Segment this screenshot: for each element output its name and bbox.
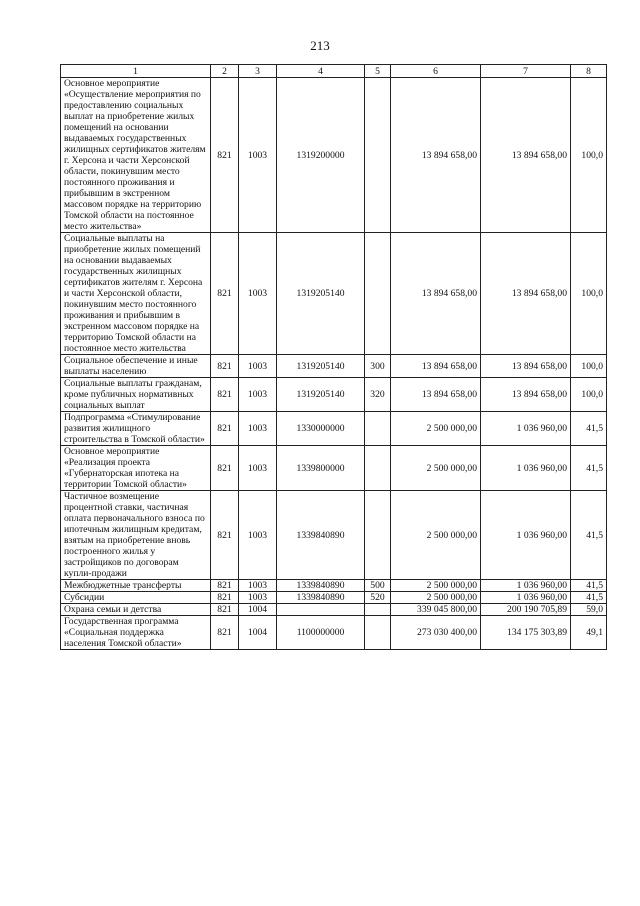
row-section-code: 1003	[239, 378, 277, 412]
row-percent: 41,5	[571, 446, 607, 491]
row-name: Охрана семьи и детства	[61, 604, 211, 616]
row-percent: 100,0	[571, 355, 607, 378]
row-percent: 41,5	[571, 592, 607, 604]
header-cell: 3	[239, 65, 277, 78]
row-ministry-code: 821	[211, 604, 239, 616]
table-row	[61, 604, 607, 616]
budget-table	[60, 64, 607, 650]
row-plan-amount: 2 500 000,00	[391, 446, 481, 491]
row-ministry-code: 821	[211, 355, 239, 378]
row-name: Социальные выплаты гражданам, кроме публичных нормативных социальных выплат	[61, 378, 211, 412]
row-actual-amount: 134 175 303,89	[481, 616, 571, 650]
header-cell: 8	[571, 65, 607, 78]
row-section-code: 1003	[239, 491, 277, 580]
row-ministry-code: 821	[211, 78, 239, 233]
row-plan-amount: 2 500 000,00	[391, 580, 481, 592]
row-name: Социальное обеспечение и иные выплаты населению	[61, 355, 211, 378]
row-plan-amount: 273 030 400,00	[391, 616, 481, 650]
row-target-code: 1339840890	[277, 592, 365, 604]
row-section-code: 1004	[239, 616, 277, 650]
table-row	[61, 580, 607, 592]
row-expense-type	[365, 616, 391, 650]
table-row	[61, 412, 607, 446]
header-cell: 2	[211, 65, 239, 78]
row-percent: 49,1	[571, 616, 607, 650]
table-row	[61, 446, 607, 491]
table-row	[61, 233, 607, 355]
row-target-code	[277, 604, 365, 616]
row-ministry-code: 821	[211, 592, 239, 604]
row-actual-amount: 1 036 960,00	[481, 592, 571, 604]
row-percent: 59,0	[571, 604, 607, 616]
row-percent: 100,0	[571, 233, 607, 355]
row-target-code: 1319205140	[277, 378, 365, 412]
header-cell: 7	[481, 65, 571, 78]
row-actual-amount: 13 894 658,00	[481, 233, 571, 355]
row-ministry-code: 821	[211, 446, 239, 491]
header-cell: 6	[391, 65, 481, 78]
row-target-code: 1100000000	[277, 616, 365, 650]
row-ministry-code: 821	[211, 616, 239, 650]
row-ministry-code: 821	[211, 233, 239, 355]
row-expense-type: 300	[365, 355, 391, 378]
row-name: Межбюджетные трансферты	[61, 580, 211, 592]
row-actual-amount: 1 036 960,00	[481, 446, 571, 491]
row-expense-type: 500	[365, 580, 391, 592]
row-ministry-code: 821	[211, 580, 239, 592]
row-plan-amount: 13 894 658,00	[391, 78, 481, 233]
row-actual-amount: 13 894 658,00	[481, 78, 571, 233]
row-name: Частичное возмещение процентной ставки, частичная оплата первоначального взноса по ипотечным жилищным кредитам, взятым на приобретение вновь построенного жилья у застройщиков по договорам купли-продажи	[61, 491, 211, 580]
table-header-row	[61, 65, 607, 78]
row-plan-amount: 13 894 658,00	[391, 233, 481, 355]
row-expense-type	[365, 491, 391, 580]
row-expense-type	[365, 604, 391, 616]
row-actual-amount: 1 036 960,00	[481, 580, 571, 592]
row-actual-amount: 13 894 658,00	[481, 378, 571, 412]
row-target-code: 1319205140	[277, 233, 365, 355]
table-row	[61, 491, 607, 580]
row-expense-type	[365, 412, 391, 446]
table-row	[61, 592, 607, 604]
row-percent: 41,5	[571, 491, 607, 580]
row-section-code: 1003	[239, 355, 277, 378]
row-actual-amount: 1 036 960,00	[481, 412, 571, 446]
row-plan-amount: 339 045 800,00	[391, 604, 481, 616]
page-number: 213	[310, 38, 330, 53]
row-plan-amount: 2 500 000,00	[391, 592, 481, 604]
row-ministry-code: 821	[211, 378, 239, 412]
row-section-code: 1003	[239, 592, 277, 604]
table-row	[61, 78, 607, 233]
row-percent: 100,0	[571, 378, 607, 412]
row-actual-amount: 200 190 705,89	[481, 604, 571, 616]
row-target-code: 1339840890	[277, 580, 365, 592]
table-row	[61, 378, 607, 412]
row-name: Подпрограмма «Стимулирование развития жилищного строительства в Томской области»	[61, 412, 211, 446]
row-section-code: 1004	[239, 604, 277, 616]
row-plan-amount: 13 894 658,00	[391, 355, 481, 378]
header-cell: 1	[61, 65, 211, 78]
header-cell: 4	[277, 65, 365, 78]
row-actual-amount: 13 894 658,00	[481, 355, 571, 378]
row-plan-amount: 2 500 000,00	[391, 412, 481, 446]
row-percent: 41,5	[571, 580, 607, 592]
row-expense-type	[365, 233, 391, 355]
row-section-code: 1003	[239, 580, 277, 592]
row-percent: 41,5	[571, 412, 607, 446]
row-section-code: 1003	[239, 412, 277, 446]
row-expense-type	[365, 446, 391, 491]
header-cell: 5	[365, 65, 391, 78]
row-target-code: 1319205140	[277, 355, 365, 378]
row-plan-amount: 13 894 658,00	[391, 378, 481, 412]
row-ministry-code: 821	[211, 491, 239, 580]
row-expense-type	[365, 78, 391, 233]
table-row	[61, 355, 607, 378]
row-name: Государственная программа «Социальная поддержка населения Томской области»	[61, 616, 211, 650]
row-percent: 100,0	[571, 78, 607, 233]
row-target-code: 1339800000	[277, 446, 365, 491]
row-expense-type: 320	[365, 378, 391, 412]
row-name: Основное мероприятие «Реализация проекта «Губернаторская ипотека на территории Томской области»	[61, 446, 211, 491]
row-section-code: 1003	[239, 446, 277, 491]
row-name: Субсидии	[61, 592, 211, 604]
row-name: Основное мероприятие «Осуществление мероприятия по предоставлению социальных выплат на приобретение жилых помещений на основании выдаваемых государственных жилищных сертификатов жителям г. Херсона и части Херсонской области, покинувшим место постоянного проживания и прибывшим в экстренном массовом порядке на территорию Томской области на постоянное место жительства»	[61, 78, 211, 233]
row-actual-amount: 1 036 960,00	[481, 491, 571, 580]
row-section-code: 1003	[239, 233, 277, 355]
row-section-code: 1003	[239, 78, 277, 233]
row-target-code: 1319200000	[277, 78, 365, 233]
row-ministry-code: 821	[211, 412, 239, 446]
row-plan-amount: 2 500 000,00	[391, 491, 481, 580]
table-row	[61, 616, 607, 650]
row-target-code: 1339840890	[277, 491, 365, 580]
row-target-code: 1330000000	[277, 412, 365, 446]
row-expense-type: 520	[365, 592, 391, 604]
row-name: Социальные выплаты на приобретение жилых помещений на основании выдаваемых государственных жилищных сертификатов жителям г. Херсона и части Херсонской области, покинувшим место постоянного проживания и прибывшим в экстренном массовом порядке на территорию Томской области на постоянное место жительства	[61, 233, 211, 355]
